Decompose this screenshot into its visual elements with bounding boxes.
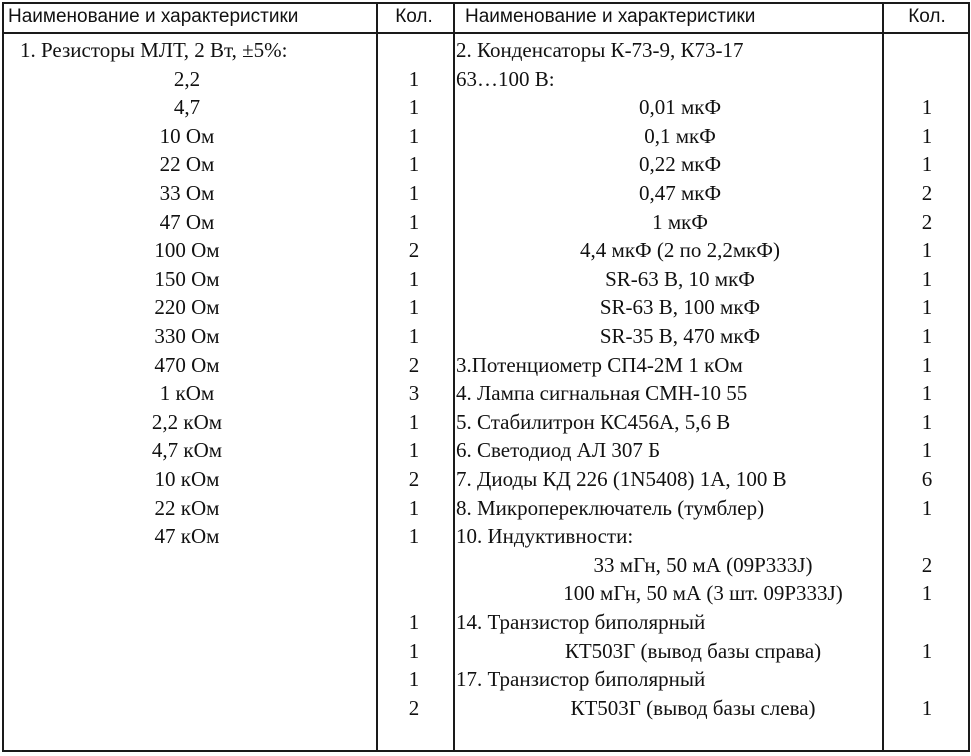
right-item-qty: 2 [921, 209, 933, 234]
left-item-qty: 2 [408, 467, 420, 491]
right-item-qty: 2 [921, 181, 933, 205]
column-divider-middle [453, 2, 455, 752]
left-item-name: 22 кОм [154, 495, 220, 520]
left-item-name: 47 Ом [159, 209, 215, 234]
left-item-qty: 1 [408, 181, 420, 205]
left-item-name: 150 Ом [154, 266, 220, 291]
right-item-name: 63…100 В: [456, 66, 555, 91]
right-item-name: 1 мкФ [652, 209, 708, 234]
left-item-qty: 1 [408, 438, 420, 463]
header-right-qty: Кол. [908, 6, 946, 27]
right-item-qty: 1 [921, 438, 933, 463]
right-item-qty: 1 [921, 638, 933, 663]
left-item-name: 100 Ом [154, 238, 220, 263]
right-item-qty: 1 [921, 238, 933, 263]
left-item-name: 47 кОм [154, 524, 220, 549]
right-item-qty: 1 [921, 266, 933, 291]
right-item-name: 4. Лампа сигнальная СМН-10 55 [456, 381, 748, 406]
left-item-qty: 1 [408, 95, 420, 120]
right-item-name: 100 мГн, 50 мА (3 шт. 09Р333J) [563, 581, 843, 606]
left-item-name: 10 кОм [154, 467, 220, 491]
header-right-name: Наименование и характеристики [465, 6, 756, 27]
left-item-name: 220 Ом [154, 295, 220, 320]
left-item-name: 2,2 [173, 66, 201, 91]
left-item-name: 4,7 [173, 95, 201, 120]
right-item-qty: 1 [921, 123, 933, 148]
right-item-qty: 1 [921, 381, 933, 406]
left-item-qty: 1 [408, 209, 420, 234]
right-item-name: 0,22 мкФ [638, 152, 722, 177]
left-item-name: 470 Ом [154, 352, 220, 377]
right-item-name: 0,1 мкФ [644, 123, 716, 148]
right-item-qty: 1 [921, 409, 933, 434]
right-item-name: SR-63 В, 10 мкФ [605, 266, 755, 291]
header-left-name: Наименование и характеристики [8, 6, 299, 27]
left-item-name: 2,2 кОм [151, 409, 223, 434]
right-item-name: 14. Транзистор биполярный [456, 610, 706, 634]
left-item-qty: 2 [408, 695, 420, 720]
right-item-name: 3.Потенциометр СП4-2М 1 кОм [456, 352, 743, 377]
left-item-name: 22 Ом [159, 152, 215, 177]
left-item-qty: 1 [408, 123, 420, 148]
left-item-qty: 1 [408, 610, 420, 634]
left-item-qty: 1 [408, 667, 420, 692]
right-item-name: 0,01 мкФ [638, 95, 722, 120]
left-item-qty: 2 [408, 352, 420, 377]
left-item-name: 33 Ом [159, 181, 215, 205]
right-item-name: КТ503Г (вывод базы слева) [570, 695, 816, 720]
right-item-name: 10. Индуктивности: [456, 524, 634, 549]
left-item-qty: 1 [408, 524, 420, 549]
right-item-qty: 1 [921, 495, 933, 520]
left-item-name: 1. Резисторы МЛТ, 2 Вт, ±5%: [20, 38, 288, 62]
right-item-name: SR-35 В, 470 мкФ [599, 324, 761, 348]
left-item-name: 1 кОм [159, 381, 215, 406]
right-item-qty: 1 [921, 695, 933, 720]
left-item-name: 4,7 кОм [151, 438, 223, 463]
left-item-name: 330 Ом [154, 324, 220, 348]
table-border-bottom [2, 750, 969, 752]
left-item-qty: 1 [408, 638, 420, 663]
right-item-name: 0,47 мкФ [638, 181, 722, 205]
left-item-qty: 2 [408, 238, 420, 263]
left-item-qty: 1 [408, 409, 420, 434]
header-left-qty: Кол. [395, 6, 433, 27]
right-item-qty: 1 [921, 352, 933, 377]
right-item-name: 6. Светодиод АЛ 307 Б [456, 438, 661, 463]
left-item-qty: 1 [408, 324, 420, 348]
left-item-qty: 1 [408, 66, 420, 91]
right-item-name: 33 мГн, 50 мА (09Р333J) [593, 552, 813, 577]
right-item-qty: 1 [921, 295, 933, 320]
right-item-name: 2. Конденсаторы К-73-9, К73-17 [456, 38, 744, 62]
left-item-name: 10 Ом [159, 123, 215, 148]
table-border-left [2, 2, 4, 752]
right-item-name: 4,4 мкФ (2 по 2,2мкФ) [580, 238, 780, 263]
header-divider [2, 32, 969, 34]
right-item-qty: 2 [921, 552, 933, 577]
right-item-name: 8. Микропереключатель (тумблер) [456, 495, 765, 520]
left-item-qty: 1 [408, 495, 420, 520]
left-item-qty: 1 [408, 295, 420, 320]
left-item-qty: 1 [408, 152, 420, 177]
right-item-name: 17. Транзистор биполярный [456, 667, 706, 692]
right-item-name: 7. Диоды КД 226 (1N5408) 1А, 100 В [456, 467, 787, 491]
right-item-name: SR-63 В, 100 мкФ [599, 295, 761, 320]
left-item-qty: 1 [408, 266, 420, 291]
left-item-qty: 3 [408, 381, 420, 406]
right-item-qty: 1 [921, 95, 933, 120]
right-item-qty: 1 [921, 152, 933, 177]
right-item-qty: 6 [921, 467, 933, 491]
right-item-name: 5. Стабилитрон КС456А, 5,6 В [456, 409, 731, 434]
right-item-name: КТ503Г (вывод базы справа) [564, 638, 822, 663]
right-item-qty: 1 [921, 324, 933, 348]
right-item-qty: 1 [921, 581, 933, 606]
